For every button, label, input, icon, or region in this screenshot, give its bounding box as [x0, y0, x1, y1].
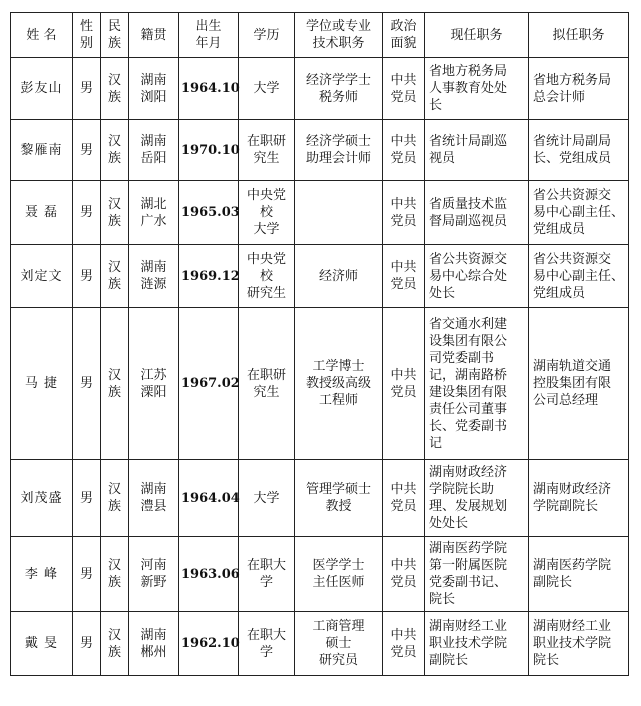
cell-current-position: 湖南医药学院 第一附属医院 党委副书记、 院长	[425, 537, 529, 612]
cell-birth: 1967.02	[179, 308, 239, 460]
header-name: 姓 名	[11, 13, 73, 58]
table-row	[11, 58, 629, 120]
cell-birth: 1969.12	[179, 245, 239, 308]
cell-origin: 湖南 郴州	[129, 612, 179, 676]
cell-proposed-position: 省统计局副局 长、党组成员	[529, 120, 629, 181]
cell-origin: 湖南 岳阳	[129, 120, 179, 181]
cell-current-position: 湖南财政经济 学院院长助 理、发展规划 处处长	[425, 460, 529, 537]
cell-degree: 工学博士 教授级高级 工程师	[295, 308, 383, 460]
cell-proposed-position: 省公共资源交 易中心副主任、 党组成员	[529, 181, 629, 245]
cell-ethnicity: 汉 族	[101, 537, 129, 612]
cell-gender: 男	[73, 120, 101, 181]
cell-current-position: 省交通水利建 设集团有限公 司党委副书 记，湖南路桥 建设集团有限 责任公司董事 长、党委副书 记	[425, 308, 529, 460]
cell-education: 在职大 学	[239, 612, 295, 676]
cell-party: 中共 党员	[383, 120, 425, 181]
table-row	[11, 120, 629, 181]
cell-degree: 医学学士 主任医师	[295, 537, 383, 612]
cell-party: 中共 党员	[383, 537, 425, 612]
cell-ethnicity: 汉 族	[101, 460, 129, 537]
cell-name: 刘定文	[11, 245, 73, 308]
cell-gender: 男	[73, 58, 101, 120]
cell-current-position: 省统计局副巡 视员	[425, 120, 529, 181]
header-gender: 性 别	[73, 13, 101, 58]
header-party: 政治 面貌	[383, 13, 425, 58]
cell-proposed-position: 湖南财经工业 职业技术学院 院长	[529, 612, 629, 676]
cell-name: 刘茂盛	[11, 460, 73, 537]
cell-name: 彭友山	[11, 58, 73, 120]
cell-degree: 经济学硕士 助理会计师	[295, 120, 383, 181]
header-ethnicity: 民 族	[101, 13, 129, 58]
cell-ethnicity: 汉 族	[101, 245, 129, 308]
header-degree: 学位或专业 技术职务	[295, 13, 383, 58]
cell-gender: 男	[73, 460, 101, 537]
table-row	[11, 460, 629, 537]
header-row	[11, 13, 629, 58]
cell-party: 中共 党员	[383, 58, 425, 120]
cell-education: 中央党 校 研究生	[239, 245, 295, 308]
cell-name: 戴 旻	[11, 612, 73, 676]
cell-proposed-position: 省公共资源交 易中心副主任、 党组成员	[529, 245, 629, 308]
table-row	[11, 181, 629, 245]
cell-current-position: 省质量技术监 督局副巡视员	[425, 181, 529, 245]
table-row	[11, 537, 629, 612]
table-row	[11, 612, 629, 676]
cell-birth: 1962.10	[179, 612, 239, 676]
header-proposed-position: 拟任职务	[529, 13, 629, 58]
cell-gender: 男	[73, 537, 101, 612]
cell-party: 中共 党员	[383, 460, 425, 537]
cell-name: 马 捷	[11, 308, 73, 460]
cell-current-position: 省地方税务局 人事教育处处 长	[425, 58, 529, 120]
cell-degree: 经济师	[295, 245, 383, 308]
cell-education: 中央党 校 大学	[239, 181, 295, 245]
cell-origin: 湖南 澧县	[129, 460, 179, 537]
header-birth: 出生 年月	[179, 13, 239, 58]
cell-ethnicity: 汉 族	[101, 58, 129, 120]
cell-ethnicity: 汉 族	[101, 120, 129, 181]
cell-degree: 工商管理 硕士 研究员	[295, 612, 383, 676]
cell-proposed-position: 湖南轨道交通 控股集团有限 公司总经理	[529, 308, 629, 460]
cell-origin: 河南 新野	[129, 537, 179, 612]
cell-ethnicity: 汉 族	[101, 308, 129, 460]
cell-origin: 湖北 广水	[129, 181, 179, 245]
cell-gender: 男	[73, 245, 101, 308]
cell-education: 大学	[239, 460, 295, 537]
cell-gender: 男	[73, 181, 101, 245]
cell-current-position: 湖南财经工业 职业技术学院 副院长	[425, 612, 529, 676]
cell-proposed-position: 湖南医药学院 副院长	[529, 537, 629, 612]
cell-gender: 男	[73, 308, 101, 460]
cell-origin: 湖南 浏阳	[129, 58, 179, 120]
cell-proposed-position: 省地方税务局 总会计师	[529, 58, 629, 120]
cell-proposed-position: 湖南财政经济 学院副院长	[529, 460, 629, 537]
cell-degree: 管理学硕士 教授	[295, 460, 383, 537]
cell-party: 中共 党员	[383, 245, 425, 308]
cell-name: 聂 磊	[11, 181, 73, 245]
cell-origin: 江苏 溧阳	[129, 308, 179, 460]
appointment-table	[10, 12, 629, 676]
cell-origin: 湖南 涟源	[129, 245, 179, 308]
cell-birth: 1970.10	[179, 120, 239, 181]
cell-name: 黎雁南	[11, 120, 73, 181]
table-row	[11, 308, 629, 460]
cell-name: 李 峰	[11, 537, 73, 612]
cell-ethnicity: 汉 族	[101, 181, 129, 245]
cell-party: 中共 党员	[383, 181, 425, 245]
header-education: 学历	[239, 13, 295, 58]
cell-party: 中共 党员	[383, 612, 425, 676]
cell-current-position: 省公共资源交 易中心综合处 处长	[425, 245, 529, 308]
cell-birth: 1965.03	[179, 181, 239, 245]
cell-gender: 男	[73, 612, 101, 676]
cell-birth: 1963.06	[179, 537, 239, 612]
header-current-position: 现任职务	[425, 13, 529, 58]
cell-degree	[295, 181, 383, 245]
header-origin: 籍贯	[129, 13, 179, 58]
cell-birth: 1964.10	[179, 58, 239, 120]
cell-education: 在职大 学	[239, 537, 295, 612]
table-row	[11, 245, 629, 308]
cell-education: 在职研 究生	[239, 308, 295, 460]
cell-degree: 经济学学士 税务师	[295, 58, 383, 120]
cell-party: 中共 党员	[383, 308, 425, 460]
cell-education: 在职研 究生	[239, 120, 295, 181]
cell-ethnicity: 汉 族	[101, 612, 129, 676]
cell-birth: 1964.04	[179, 460, 239, 537]
cell-education: 大学	[239, 58, 295, 120]
